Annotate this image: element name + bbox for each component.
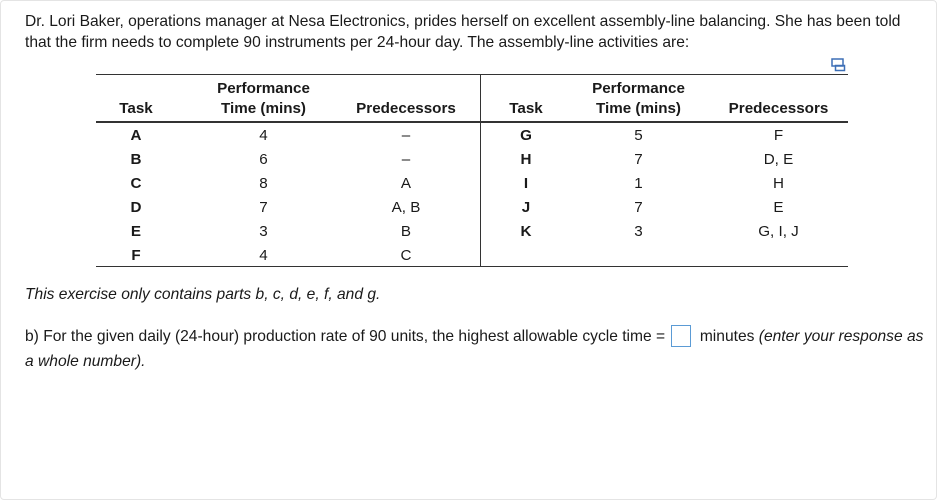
predecessor-cell: D, E	[763, 151, 794, 168]
time-cell: 3	[259, 223, 268, 240]
task-cell: G	[520, 127, 532, 144]
predecessor-cell: F	[773, 127, 784, 144]
predecessor-cell: E	[773, 199, 784, 216]
time-cell: 4	[259, 127, 268, 144]
time-cell: 6	[259, 151, 268, 168]
predecessor-cell: G, I, J	[758, 223, 799, 240]
header-predecessors-right: Predecessors	[728, 100, 829, 117]
task-cell: H	[520, 151, 532, 168]
task-cell: B	[130, 151, 142, 168]
task-cell: E	[130, 223, 142, 240]
time-cell: 7	[634, 151, 643, 168]
predecessor-cell: H	[773, 175, 784, 192]
time-cell: 4	[259, 247, 268, 264]
exercise-note: This exercise only contains parts b, c, d, e, f, and g.	[25, 286, 381, 303]
time-cell: 5	[634, 127, 643, 144]
header-performance-left: Performance	[217, 80, 310, 97]
predecessor-cell: A	[400, 175, 412, 192]
question-b-unit: minutes	[699, 328, 755, 345]
header-performance-right: Performance	[592, 80, 685, 97]
time-cell: 7	[634, 199, 643, 216]
task-cell: F	[131, 247, 141, 264]
task-cell: A	[130, 127, 142, 144]
task-cell: C	[130, 175, 142, 192]
task-cell: I	[523, 175, 529, 192]
header-task-right: Task	[509, 100, 543, 117]
question-b-prefix: b) For the given daily (24-hour) production rate of 90 units, the highest allowable cycle time =	[25, 328, 666, 345]
predecessor-cell: A, B	[391, 199, 421, 216]
copy-table-icon[interactable]	[831, 58, 847, 72]
time-cell: 8	[259, 175, 268, 192]
header-task-left: Task	[119, 100, 153, 117]
task-cell: D	[130, 199, 142, 216]
predecessor-cell: –	[401, 151, 411, 168]
predecessor-cell: B	[400, 223, 412, 240]
predecessor-cell: –	[401, 127, 411, 144]
header-predecessors-left: Predecessors	[356, 100, 456, 117]
question-b	[25, 324, 925, 374]
header-time-left: Time (mins)	[221, 100, 306, 117]
time-cell: 3	[634, 223, 643, 240]
predecessor-cell: C	[400, 247, 412, 264]
activities-table	[96, 74, 848, 267]
header-time-right: Time (mins)	[596, 100, 681, 117]
task-cell: J	[521, 199, 531, 216]
cycle-time-answer-input[interactable]	[671, 325, 691, 347]
problem-intro: Dr. Lori Baker, operations manager at Nesa Electronics, prides herself on excellent assembly-line balancing. She has been told that the firm needs to complete 90 instruments per 24-hour day. The assembly-line activities are:	[25, 13, 901, 51]
time-cell: 7	[259, 199, 268, 216]
time-cell: 1	[634, 175, 643, 192]
question-b-hint: (enter your response as a whole number).	[25, 328, 924, 370]
task-cell: K	[520, 223, 532, 240]
